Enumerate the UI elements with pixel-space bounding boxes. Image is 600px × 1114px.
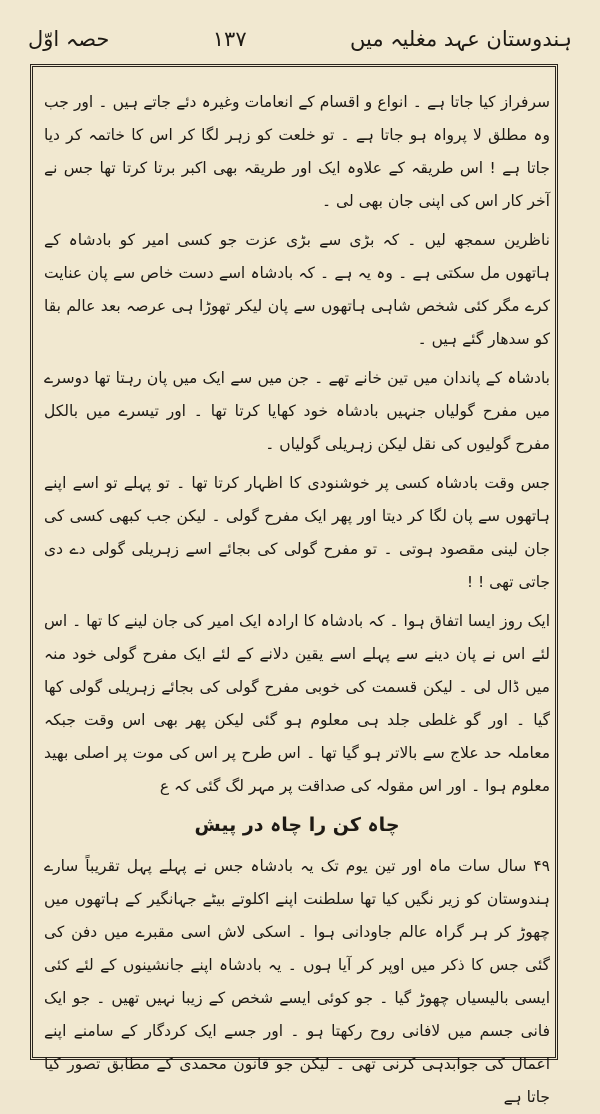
section-heading: چاہ کن را چاہ در پیش [194, 814, 400, 836]
running-head [28, 22, 572, 56]
paragraph: سرفراز کیا جاتا ہے ۔ انواع و اقسام کے انعامات وغیرہ دئے جاتے ہیں ۔ اور جب وہ مطلق لا پرواہ ہو جاتا ہے ۔ تو خلعت کو زہر لگا کر اس کا خاتمہ کر دیا جاتا ہے ! اس طریقہ کے علاوہ ایک اور طریقہ بھی اکبر برتا کرتا تھا جس نے آخر کار اس کی اپنی جان بھی لی ۔ [44, 93, 550, 210]
body-text [44, 86, 550, 1106]
paragraph: جس وقت بادشاہ کسی پر خوشنودی کا اظہار کرتا تھا ۔ تو پہلے تو اسے اپنے ہاتھوں سے پان لگا کر دیتا اور پھر ایک مفرح گولی ۔ لیکن جب کبھی کسی کی جان لینی مقصود ہوتی ۔ تو مفرح گولی کی بجائے اسے زہریلی گولی دے دی جاتی تھی ! ! [44, 474, 550, 591]
paragraph: ۴۹ سال سات ماہ اور تین یوم تک یہ بادشاہ جس نے پہلے پہل تقریباً سارے ہندوستان کو زیر نگیں کیا تھا سلطنت اپنے اکلوتے بیٹے جہانگیر کے ہاتھوں میں چھوڑ کر ہر گراہ عالم جاودانی ہوا ۔ اسکی لاش اسی مقبرے میں دفن کی گئی جس کا ذکر میں اوپر کر آیا ہوں ۔ یہ بادشاہ اپنے جانشینوں کے لئے کئی ایسی بالیسیاں چھوڑ گیا ۔ جو کوئی ایسے شخص کے زیبا نہیں تھیں ۔ جو ایک فانی جسم میں لافانی روح رکھتا ہو ۔ اور جسے ایک کردگار کے سامنے اپنے اعمال کی جوابدہی کرنی تھی ۔ لیکن جو قانون محمدی کے مطابق تصور کیا جاتا ہے [44, 857, 550, 1106]
book-title: ہندوستان عہد مغلیہ میں [350, 27, 572, 51]
paragraph: ناظرین سمجھ لیں ۔ کہ بڑی سے بڑی عزت جو کسی امیر کو بادشاہ کے ہاتھوں مل سکتی ہے ۔ وہ یہ ہے ۔ کہ بادشاہ اسے دست خاص سے پان عنایت کرے مگر کئی شخص شاہی ہاتھوں سے پان لیکر تھوڑا ہی عرصہ بعد عالم بقا کو سدھار گئے ہیں ۔ [44, 231, 550, 348]
page-number: ۱۳۷ [212, 27, 247, 51]
part-label: حصہ اوّل [28, 27, 110, 51]
paragraph: ایک روز ایسا اتفاق ہوا ۔ کہ بادشاہ کا ارادہ ایک امیر کی جان لینے کا تھا ۔ اس لئے اس نے پان دینے سے پہلے اسے یقین دلانے کے لئے ایک مفرح گولی خود منہ میں ڈال لی ۔ لیکن قسمت کی خوبی مفرح گولی کی بجائے زہریلی گولی کھا گیا ۔ اور گو غلطی جلد ہی معلوم ہو گئی لیکن پھر بھی اس وقت جبکہ معاملہ حد علاج سے بالاتر ہو گیا تھا ۔ اس طرح پر اس کی موت پر اصلی بھید معلوم ہوا ۔ اور اس مقولہ کی صداقت پر مہر لگ گئی کہ ع [44, 612, 550, 795]
paragraph: بادشاہ کے پاندان میں تین خانے تھے ۔ جن میں سے ایک میں پان رہتا تھا دوسرے میں مفرح گولیاں جنہیں بادشاہ خود کھایا کرتا تھا ۔ اور تیسرے میں بالکل مفرح گولیوں کی نقل لیکن زہریلی گولیاں ۔ [44, 369, 550, 453]
